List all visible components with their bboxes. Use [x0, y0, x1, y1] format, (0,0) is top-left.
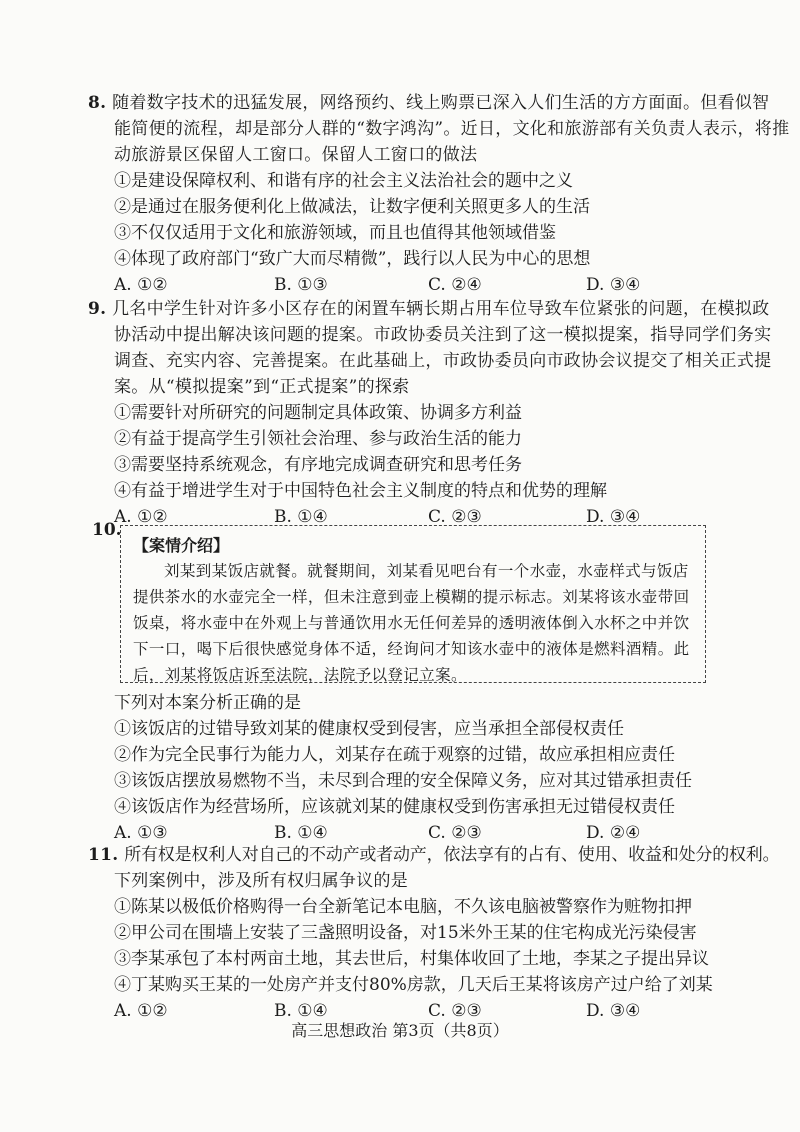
stem-line: 下列对本案分析正确的是	[114, 693, 301, 713]
question-number: 10.	[92, 520, 122, 540]
stem-line: 动旅游景区保留人工窗口。保留人工窗口的做法	[114, 145, 478, 165]
choice-c: C. ②④	[428, 275, 482, 295]
question-stem	[88, 90, 790, 168]
question-10	[92, 690, 722, 846]
option-4: ④体现了政府部门“致广大而尽精微”，践行以人民为中心的思想	[114, 249, 591, 269]
choice-b: B. ①③	[274, 275, 328, 295]
case-body: 刘某到某饭店就餐。就餐期间，刘某看见吧台有一个水壶，水壶样式与饭店提供茶水的水壶完全一样，但未注意到壶上模糊的提示标志。刘某将该水壶带回饭桌，将水壶中在外观上与普通饮用水无任何差异的透明液体倒入水杯之中并饮下一口，喝下后很快感觉身体不适，经询问才知该水壶中的液体是燃料酒精。此后，刘某将饭店诉至法院，法院予以登记立案。	[133, 562, 690, 684]
option-2: ②作为完全民事行为能力人，刘某存在疏于观察的过错，故应承担相应责任	[114, 745, 675, 765]
question-11	[88, 842, 780, 1024]
stem-line: 下列案例中，涉及所有权归属争议的是	[114, 871, 409, 891]
stem-line: 案。从“模拟提案”到“正式提案”的探索	[114, 377, 410, 397]
choice-c: C. ②③	[428, 1001, 482, 1021]
choice-d: D. ③④	[586, 1001, 641, 1021]
choice-c: C. ②③	[428, 823, 482, 843]
choice-d: D. ②④	[586, 823, 641, 843]
case-box	[120, 525, 706, 683]
choice-b: B. ①④	[274, 1001, 328, 1021]
option-4: ④有益于增进学生对于中国特色社会主义制度的特点和优势的理解	[114, 481, 607, 501]
answer-choices	[114, 272, 722, 298]
option-1: ①该饭店的过错导致刘某的健康权受到侵害，应当承担全部侵权责任	[114, 719, 624, 739]
choice-a: A. ①②	[114, 507, 168, 527]
question-8	[88, 90, 790, 298]
choice-c: C. ②③	[428, 507, 482, 527]
page-footer: 高三思想政治 第3页（共8页）	[291, 1021, 509, 1040]
option-4: ④丁某购买王某的一处房产并支付80%房款，几天后王某将该房产过户给了刘某	[114, 975, 713, 995]
stem-line: 所有权是权利人对自己的不动产或者动产，依法享有的占有、使用、收益和处分的权利。	[124, 845, 780, 865]
choice-b: B. ①④	[274, 507, 328, 527]
option-2: ②有益于提高学生引领社会治理、参与政治生活的能力	[114, 429, 522, 449]
question-number: 9.	[88, 299, 107, 319]
stem-line: 随着数字技术的迅猛发展，网络预约、线上购票已深入人们生活的方方面面。但看似智	[112, 93, 770, 113]
question-number: 8.	[88, 93, 107, 113]
question-number: 11.	[88, 845, 119, 865]
stem-line: 调查、充实内容、完善提案。在此基础上，市政协委员向市政协会议提交了相关正式提	[114, 351, 772, 371]
question-stem	[88, 842, 780, 894]
option-2: ②是通过在服务便利化上做减法，让数字便利关照更多人的生活	[114, 197, 590, 217]
option-1: ①需要针对所研究的问题制定具体政策、协调多方利益	[114, 403, 522, 423]
option-2: ②甲公司在围墙上安装了三盏照明设备，对15米外王某的住宅构成光污染侵害	[114, 923, 697, 943]
option-1: ①陈某以极低价格购得一台全新笔记本电脑，不久该电脑被警察作为赃物扣押	[114, 897, 692, 917]
question-stem	[88, 296, 772, 400]
choice-d: D. ③④	[586, 507, 641, 527]
choice-a: A. ①②	[114, 1001, 168, 1021]
choice-a: A. ①②	[114, 275, 168, 295]
stem-line: 能简便的流程，却是部分人群的“数字鸿沟”。近日，文化和旅游部有关负责人表示，将推	[114, 119, 790, 139]
stem-line: 几名中学生针对许多小区存在的闲置车辆长期占用车位导致车位紧张的问题，在模拟政	[112, 299, 770, 319]
stem-line: 协活动中提出解决该问题的提案。市政协委员关注到了这一模拟提案，指导同学们务实	[114, 325, 772, 345]
case-title: 【案情介绍】	[133, 536, 230, 555]
option-3: ③需要坚持系统观念，有序地完成调查研究和思考任务	[114, 455, 522, 475]
choice-d: D. ③④	[586, 275, 641, 295]
option-3: ③不仅仅适用于文化和旅游领域，而且也值得其他领域借鉴	[114, 223, 556, 243]
choice-a: A. ①③	[114, 823, 168, 843]
option-4: ④该饭店作为经营场所，应该就刘某的健康权受到伤害承担无过错侵权责任	[114, 797, 675, 817]
option-1: ①是建设保障权利、和谐有序的社会主义法治社会的题中之义	[114, 171, 573, 191]
choice-b: B. ①④	[274, 823, 328, 843]
option-3: ③李某承包了本村两亩土地，其去世后，村集体收回了土地，李某之子提出异议	[114, 949, 709, 969]
question-9	[88, 296, 772, 530]
option-3: ③该饭店摆放易燃物不当，未尽到合理的安全保障义务，应对其过错承担责任	[114, 771, 692, 791]
